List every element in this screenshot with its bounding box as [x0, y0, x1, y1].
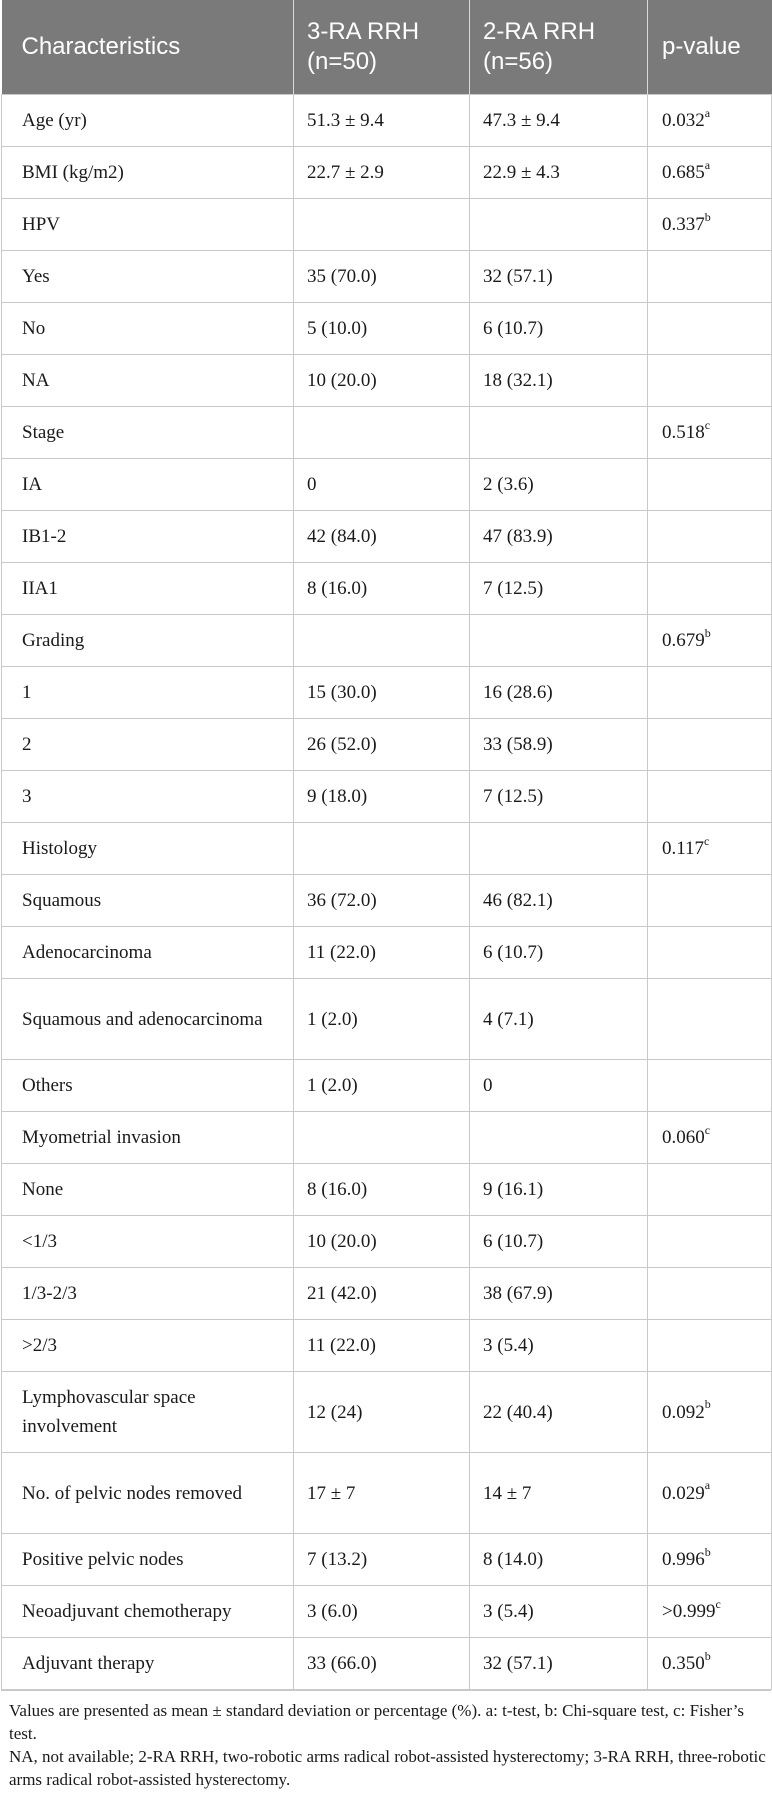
cell-3ra-rrh-text: 1 (2.0) [307, 1008, 358, 1030]
cell-2ra-rrh [470, 927, 648, 979]
cell-p-value [648, 927, 772, 979]
cell-2ra-rrh-text: 2 (3.6) [483, 474, 534, 495]
cell-2ra-rrh [470, 719, 648, 771]
table-row [2, 303, 772, 355]
cell-2ra-rrh [470, 771, 648, 823]
table-row [2, 1320, 772, 1372]
cell-2ra-rrh-text: 22.9 ± 4.3 [483, 162, 560, 183]
cell-3ra-rrh-text: 22.7 ± 2.9 [307, 162, 384, 183]
cell-p-value [648, 563, 772, 615]
cell-2ra-rrh-text: 18 (32.1) [483, 370, 553, 391]
cell-2ra-rrh [470, 511, 648, 563]
row-label [2, 771, 294, 823]
row-label [2, 95, 294, 147]
row-label-text: Age (yr) [22, 110, 87, 131]
cell-2ra-rrh [470, 407, 648, 459]
row-label-text: BMI (kg/m2) [22, 162, 124, 183]
cell-p-value-text: 0.092 [662, 1401, 705, 1423]
row-label [2, 199, 294, 251]
cell-p-value [648, 1534, 772, 1586]
row-label [2, 1638, 294, 1690]
cell-3ra-rrh-text: 5 (10.0) [307, 318, 368, 339]
table-row [2, 563, 772, 615]
cell-p-value [648, 979, 772, 1060]
row-label [2, 1453, 294, 1534]
test-superscript: c [704, 1122, 711, 1137]
cell-p-value [648, 615, 772, 667]
header-3ra-rrh: 3-RA RRH (n=50) [294, 0, 470, 95]
row-label [2, 1216, 294, 1268]
footnote-line-2: NA, not available; 2-RA RRH, two-robotic arms radical robot-assisted hysterectomy; 3-RA RRH, three-robotic arms radical robot-assisted hysterectomy. [9, 1747, 766, 1789]
cell-p-value-text: 0.679 [662, 630, 705, 651]
cell-3ra-rrh [294, 355, 470, 407]
cell-2ra-rrh [470, 303, 648, 355]
row-label-text: 2 [22, 734, 32, 755]
table-row [2, 147, 772, 199]
row-label-text: No [22, 318, 46, 339]
cell-2ra-rrh [470, 1453, 648, 1534]
cell-p-value [648, 1112, 772, 1164]
cell-3ra-rrh-text: 36 (72.0) [307, 890, 377, 911]
cell-3ra-rrh-text: 0 [307, 474, 317, 495]
cell-3ra-rrh-text: 21 (42.0) [307, 1283, 377, 1304]
table-row [2, 927, 772, 979]
cell-3ra-rrh-text: 11 (22.0) [307, 1335, 376, 1356]
cell-2ra-rrh [470, 667, 648, 719]
cell-3ra-rrh [294, 719, 470, 771]
row-label [2, 1586, 294, 1638]
cell-3ra-rrh [294, 927, 470, 979]
test-superscript: c [715, 1596, 721, 1611]
table-row [2, 1268, 772, 1320]
table-row [2, 1534, 772, 1586]
cell-p-value [648, 719, 772, 771]
cell-2ra-rrh [470, 875, 648, 927]
row-label-text: 1/3-2/3 [22, 1283, 77, 1304]
cell-3ra-rrh [294, 1372, 470, 1453]
table-row [2, 875, 772, 927]
cell-3ra-rrh [294, 615, 470, 667]
cell-p-value [648, 303, 772, 355]
cell-p-value-text: 0.350 [662, 1653, 705, 1674]
header-characteristics: Characteristics [2, 0, 294, 95]
cell-p-value [648, 1453, 772, 1534]
cell-p-value [648, 1268, 772, 1320]
cell-3ra-rrh-text: 51.3 ± 9.4 [307, 110, 384, 131]
cell-2ra-rrh-text: 32 (57.1) [483, 266, 553, 287]
cell-2ra-rrh-text: 47.3 ± 9.4 [483, 110, 560, 131]
test-superscript: b [704, 1648, 711, 1663]
row-label-text: 3 [22, 786, 32, 807]
row-label-text: Lymphovascular space involvement [22, 1387, 196, 1437]
row-label [2, 823, 294, 875]
cell-2ra-rrh-text: 32 (57.1) [483, 1653, 553, 1674]
cell-3ra-rrh-text: 8 (16.0) [307, 1179, 368, 1200]
table-row [2, 719, 772, 771]
cell-2ra-rrh [470, 1320, 648, 1372]
table-row [2, 823, 772, 875]
cell-2ra-rrh-text: 33 (58.9) [483, 734, 553, 755]
row-label-text: HPV [22, 214, 61, 235]
cell-3ra-rrh-text: 15 (30.0) [307, 682, 377, 703]
row-label-text: None [22, 1179, 64, 1200]
header-2ra-rrh: 2-RA RRH (n=56) [470, 0, 648, 95]
cell-3ra-rrh [294, 1164, 470, 1216]
row-label-text: Others [22, 1075, 73, 1096]
cell-2ra-rrh [470, 251, 648, 303]
cell-3ra-rrh [294, 875, 470, 927]
cell-3ra-rrh-text: 33 (66.0) [307, 1653, 377, 1674]
test-superscript: a [704, 1478, 711, 1493]
cell-3ra-rrh [294, 95, 470, 147]
row-label [2, 1112, 294, 1164]
test-superscript: b [704, 209, 711, 224]
row-label [2, 1534, 294, 1586]
cell-p-value [648, 95, 772, 147]
row-label-text: NA [22, 370, 50, 391]
row-label-text: Squamous and adenocarcinoma [22, 1008, 263, 1030]
table-body [2, 95, 772, 1690]
row-label-text: No. of pelvic nodes removed [22, 1482, 243, 1504]
row-label-text: 1 [22, 682, 32, 703]
cell-2ra-rrh [470, 95, 648, 147]
cell-3ra-rrh [294, 823, 470, 875]
table-row [2, 199, 772, 251]
cell-3ra-rrh [294, 771, 470, 823]
table-row [2, 1164, 772, 1216]
row-label [2, 719, 294, 771]
table-row [2, 1453, 772, 1534]
cell-2ra-rrh-text: 8 (14.0) [483, 1549, 544, 1570]
cell-p-value [648, 407, 772, 459]
cell-p-value [648, 1320, 772, 1372]
table-row [2, 1216, 772, 1268]
cell-3ra-rrh [294, 407, 470, 459]
row-label-text: Squamous [22, 890, 102, 911]
table-row [2, 407, 772, 459]
table-row [2, 979, 772, 1060]
cell-3ra-rrh [294, 251, 470, 303]
table-row [2, 511, 772, 563]
row-label-text: IA [22, 474, 43, 495]
cell-3ra-rrh [294, 1638, 470, 1690]
row-label-text: Adjuvant therapy [22, 1653, 155, 1674]
cell-2ra-rrh-text: 38 (67.9) [483, 1283, 553, 1304]
cell-3ra-rrh [294, 979, 470, 1060]
cell-3ra-rrh-text: 8 (16.0) [307, 578, 368, 599]
cell-2ra-rrh-text: 3 (5.4) [483, 1335, 534, 1356]
cell-2ra-rrh-text: 6 (10.7) [483, 942, 544, 963]
row-label [2, 1372, 294, 1453]
row-label [2, 147, 294, 199]
row-label [2, 511, 294, 563]
row-label [2, 355, 294, 407]
cell-2ra-rrh-text: 46 (82.1) [483, 890, 553, 911]
cell-3ra-rrh [294, 1453, 470, 1534]
test-superscript: c [704, 417, 711, 432]
cell-3ra-rrh-text: 10 (20.0) [307, 1231, 377, 1252]
cell-3ra-rrh-text: 10 (20.0) [307, 370, 377, 391]
cell-2ra-rrh [470, 1060, 648, 1112]
cell-2ra-rrh-text: 6 (10.7) [483, 318, 544, 339]
test-superscript: c [704, 833, 710, 848]
row-label-text: <1/3 [22, 1231, 57, 1252]
cell-2ra-rrh [470, 979, 648, 1060]
table-row [2, 1586, 772, 1638]
cell-3ra-rrh-text: 1 (2.0) [307, 1075, 358, 1096]
cell-3ra-rrh [294, 459, 470, 511]
cell-p-value-text: 0.518 [662, 422, 705, 443]
header-p-value: p-value [648, 0, 772, 95]
cell-3ra-rrh-text: 3 (6.0) [307, 1601, 358, 1622]
cell-3ra-rrh [294, 1534, 470, 1586]
test-superscript: a [704, 105, 711, 120]
cell-2ra-rrh [470, 355, 648, 407]
row-label-text: Positive pelvic nodes [22, 1549, 184, 1570]
cell-3ra-rrh [294, 511, 470, 563]
cell-3ra-rrh-text: 12 (24) [307, 1401, 363, 1423]
cell-2ra-rrh-text: 0 [483, 1075, 493, 1096]
cell-p-value [648, 355, 772, 407]
cell-3ra-rrh [294, 1112, 470, 1164]
cell-2ra-rrh [470, 459, 648, 511]
table-row [2, 667, 772, 719]
cell-p-value [648, 771, 772, 823]
cell-3ra-rrh-text: 11 (22.0) [307, 942, 376, 963]
table-row [2, 1372, 772, 1453]
table-row [2, 251, 772, 303]
row-label [2, 1268, 294, 1320]
row-label [2, 459, 294, 511]
cell-2ra-rrh [470, 1112, 648, 1164]
row-label [2, 563, 294, 615]
table-row [2, 1112, 772, 1164]
cell-p-value [648, 147, 772, 199]
cell-2ra-rrh [470, 147, 648, 199]
cell-p-value-text: 0.032 [662, 110, 705, 131]
cell-p-value [648, 251, 772, 303]
cell-p-value-text: 0.029 [662, 1482, 705, 1504]
cell-3ra-rrh [294, 1216, 470, 1268]
row-label [2, 1320, 294, 1372]
row-label [2, 1060, 294, 1112]
cell-2ra-rrh [470, 199, 648, 251]
cell-3ra-rrh-text: 9 (18.0) [307, 786, 368, 807]
cell-p-value [648, 511, 772, 563]
table-row [2, 355, 772, 407]
cell-p-value [648, 667, 772, 719]
cell-3ra-rrh [294, 1060, 470, 1112]
cell-p-value [648, 823, 772, 875]
table-row [2, 95, 772, 147]
cell-2ra-rrh [470, 1268, 648, 1320]
row-label-text: Histology [22, 838, 97, 859]
cell-3ra-rrh [294, 1320, 470, 1372]
cell-3ra-rrh [294, 1268, 470, 1320]
characteristics-table [1, 0, 772, 1690]
cell-p-value-text: 0.996 [662, 1549, 705, 1570]
row-label [2, 875, 294, 927]
table-row [2, 459, 772, 511]
cell-p-value [648, 1216, 772, 1268]
cell-3ra-rrh-text: 26 (52.0) [307, 734, 377, 755]
row-label-text: IIA1 [22, 578, 58, 599]
table-row [2, 1060, 772, 1112]
row-label-text: Adenocarcinoma [22, 942, 152, 963]
test-superscript: b [704, 1397, 711, 1412]
row-label [2, 979, 294, 1060]
table-row [2, 1638, 772, 1690]
cell-2ra-rrh [470, 1586, 648, 1638]
row-label [2, 615, 294, 667]
cell-2ra-rrh [470, 1164, 648, 1216]
cell-3ra-rrh [294, 147, 470, 199]
cell-3ra-rrh [294, 199, 470, 251]
footnote-line-1: Values are presented as mean ± standard deviation or percentage (%). a: t-test, b: Chi-square test, c: Fisher’s test. [9, 1701, 745, 1743]
cell-2ra-rrh-text: 47 (83.9) [483, 526, 553, 547]
cell-2ra-rrh [470, 615, 648, 667]
row-label-text: >2/3 [22, 1335, 57, 1356]
cell-p-value [648, 1060, 772, 1112]
cell-p-value [648, 875, 772, 927]
table-row [2, 615, 772, 667]
cell-p-value [648, 1586, 772, 1638]
test-superscript: b [704, 625, 711, 640]
row-label-text: IB1-2 [22, 526, 67, 547]
row-label [2, 251, 294, 303]
cell-p-value [648, 1638, 772, 1690]
row-label [2, 1164, 294, 1216]
row-label-text: Stage [22, 422, 65, 443]
cell-p-value-text: 0.117 [662, 838, 705, 859]
row-label [2, 667, 294, 719]
cell-3ra-rrh [294, 1586, 470, 1638]
cell-2ra-rrh [470, 563, 648, 615]
table-row [2, 771, 772, 823]
cell-2ra-rrh-text: 6 (10.7) [483, 1231, 544, 1252]
row-label [2, 927, 294, 979]
cell-p-value [648, 1164, 772, 1216]
cell-p-value-text: 0.337 [662, 214, 705, 235]
cell-3ra-rrh-text: 7 (13.2) [307, 1549, 368, 1570]
row-label-text: Myometrial invasion [22, 1127, 181, 1148]
cell-2ra-rrh-text: 22 (40.4) [483, 1401, 553, 1423]
cell-3ra-rrh-text: 42 (84.0) [307, 526, 377, 547]
cell-p-value [648, 459, 772, 511]
test-superscript: a [704, 157, 711, 172]
cell-2ra-rrh-text: 3 (5.4) [483, 1601, 534, 1622]
cell-2ra-rrh-text: 7 (12.5) [483, 578, 544, 599]
cell-p-value-text: 0.685 [662, 162, 705, 183]
cell-2ra-rrh [470, 1216, 648, 1268]
cell-2ra-rrh-text: 7 (12.5) [483, 786, 544, 807]
cell-2ra-rrh [470, 823, 648, 875]
row-label-text: Yes [22, 266, 50, 287]
cell-2ra-rrh-text: 14 ± 7 [483, 1482, 532, 1504]
row-label [2, 407, 294, 459]
cell-p-value-text: >0.999 [662, 1601, 716, 1622]
cell-2ra-rrh-text: 9 (16.1) [483, 1179, 544, 1200]
cell-2ra-rrh [470, 1638, 648, 1690]
cell-2ra-rrh-text: 16 (28.6) [483, 682, 553, 703]
cell-3ra-rrh-text: 17 ± 7 [307, 1482, 356, 1504]
cell-3ra-rrh [294, 563, 470, 615]
cell-2ra-rrh [470, 1534, 648, 1586]
row-label-text: Grading [22, 630, 85, 651]
cell-p-value-text: 0.060 [662, 1127, 705, 1148]
table-header-row [2, 0, 772, 95]
cell-2ra-rrh [470, 1372, 648, 1453]
row-label [2, 303, 294, 355]
cell-3ra-rrh [294, 667, 470, 719]
cell-2ra-rrh-text: 4 (7.1) [483, 1008, 534, 1030]
cell-3ra-rrh [294, 303, 470, 355]
cell-p-value [648, 199, 772, 251]
test-superscript: b [704, 1544, 711, 1559]
table-footnote [1, 1690, 771, 1791]
cell-3ra-rrh-text: 35 (70.0) [307, 266, 377, 287]
cell-p-value [648, 1372, 772, 1453]
row-label-text: Neoadjuvant chemotherapy [22, 1601, 232, 1622]
